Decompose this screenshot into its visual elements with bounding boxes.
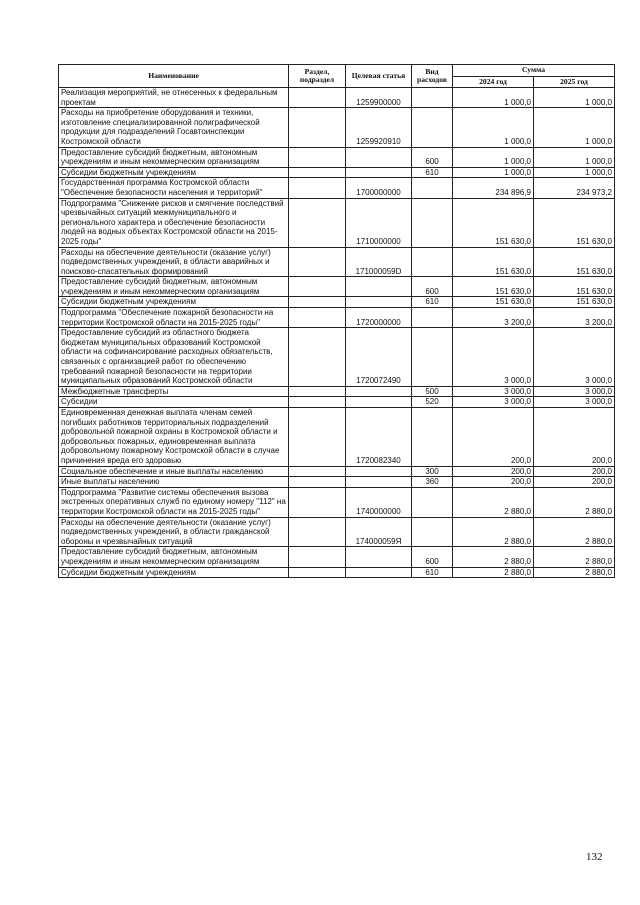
header-year-2024: 2024 год bbox=[453, 76, 534, 88]
row-name: Социальное обеспечение и иные выплаты населению bbox=[59, 466, 289, 477]
table-row bbox=[59, 386, 615, 397]
row-type: 600 bbox=[412, 277, 453, 297]
row-name: Субсидии бюджетным учреждениям bbox=[59, 567, 289, 578]
row-type bbox=[412, 88, 453, 108]
row-section bbox=[289, 198, 346, 247]
row-target bbox=[346, 477, 412, 488]
row-sum-2025: 200,0 bbox=[534, 466, 615, 477]
row-section bbox=[289, 247, 346, 277]
row-sum-2024: 151 630,0 bbox=[453, 297, 534, 308]
header-name: Наименование bbox=[59, 65, 289, 88]
row-sum-2024: 1 000,0 bbox=[453, 88, 534, 108]
row-sum-2025: 3 200,0 bbox=[534, 308, 615, 328]
row-type: 520 bbox=[412, 397, 453, 408]
row-sum-2025: 3 000,0 bbox=[534, 397, 615, 408]
row-sum-2025: 234 973,2 bbox=[534, 178, 615, 198]
row-section bbox=[289, 308, 346, 328]
table-row bbox=[59, 88, 615, 108]
row-type: 610 bbox=[412, 567, 453, 578]
row-name: Расходы на приобретение оборудования и техники, изготовление специализированной полиграфической продукции для подразделений Госавтоинспекции Костромской области bbox=[59, 108, 289, 147]
row-name: Предоставление субсидий бюджетным, автономным учреждениям и иным некоммерческим организациям bbox=[59, 277, 289, 297]
row-sum-2025: 151 630,0 bbox=[534, 247, 615, 277]
row-section bbox=[289, 167, 346, 178]
row-sum-2025: 151 630,0 bbox=[534, 297, 615, 308]
row-name: Субсидии bbox=[59, 397, 289, 408]
table-header bbox=[59, 65, 615, 88]
row-name: Межбюджетные трансферты bbox=[59, 386, 289, 397]
row-sum-2024: 3 000,0 bbox=[453, 328, 534, 387]
row-type bbox=[412, 517, 453, 547]
row-section bbox=[289, 277, 346, 297]
row-name: Подпрограмма "Развитие системы обеспечения вызова экстренных оперативных служб по единому номеру "112" на территории Костромской области на 2015-2025 годы" bbox=[59, 487, 289, 517]
row-target bbox=[346, 167, 412, 178]
row-target: 1259900000 bbox=[346, 88, 412, 108]
row-sum-2025: 200,0 bbox=[534, 408, 615, 467]
row-sum-2024: 200,0 bbox=[453, 477, 534, 488]
table-row bbox=[59, 408, 615, 467]
table-row bbox=[59, 466, 615, 477]
row-target bbox=[346, 277, 412, 297]
row-sum-2024: 151 630,0 bbox=[453, 277, 534, 297]
table-row bbox=[59, 297, 615, 308]
table-row bbox=[59, 108, 615, 147]
row-type: 360 bbox=[412, 477, 453, 488]
header-sum: Сумма bbox=[453, 65, 615, 77]
row-sum-2024: 3 000,0 bbox=[453, 397, 534, 408]
row-section bbox=[289, 88, 346, 108]
header-type: Вид расходов bbox=[412, 65, 453, 88]
table-body bbox=[59, 88, 615, 578]
row-target: 1720000000 bbox=[346, 308, 412, 328]
row-sum-2025: 2 880,0 bbox=[534, 547, 615, 567]
row-target bbox=[346, 386, 412, 397]
row-sum-2024: 1 000,0 bbox=[453, 108, 534, 147]
row-type: 610 bbox=[412, 297, 453, 308]
row-sum-2025: 151 630,0 bbox=[534, 198, 615, 247]
row-section bbox=[289, 108, 346, 147]
row-sum-2024: 200,0 bbox=[453, 466, 534, 477]
row-sum-2024: 2 880,0 bbox=[453, 567, 534, 578]
row-target bbox=[346, 397, 412, 408]
header-year-2025: 2025 год bbox=[534, 76, 615, 88]
row-sum-2024: 2 880,0 bbox=[453, 547, 534, 567]
row-sum-2025: 1 000,0 bbox=[534, 88, 615, 108]
row-sum-2025: 151 630,0 bbox=[534, 277, 615, 297]
row-sum-2024: 234 896,9 bbox=[453, 178, 534, 198]
row-name: Предоставление субсидий из областного бюджета бюджетам муниципальных образований Костромской области на софинансирование расходных обязательств, связанных с организацией работ по обеспечению требований пожарной безопасности на территории муниципальных образований Костромской области bbox=[59, 328, 289, 387]
row-section bbox=[289, 147, 346, 167]
row-sum-2025: 1 000,0 bbox=[534, 167, 615, 178]
row-target bbox=[346, 547, 412, 567]
row-name: Субсидии бюджетным учреждениям bbox=[59, 297, 289, 308]
row-type bbox=[412, 108, 453, 147]
table-row bbox=[59, 487, 615, 517]
row-target bbox=[346, 466, 412, 477]
row-target: 1740000000 bbox=[346, 487, 412, 517]
row-type bbox=[412, 308, 453, 328]
row-target bbox=[346, 567, 412, 578]
table-row bbox=[59, 277, 615, 297]
row-type: 600 bbox=[412, 547, 453, 567]
row-target: 174000059Я bbox=[346, 517, 412, 547]
row-section bbox=[289, 477, 346, 488]
row-type bbox=[412, 487, 453, 517]
row-target: 171000059D bbox=[346, 247, 412, 277]
row-section bbox=[289, 297, 346, 308]
row-section bbox=[289, 397, 346, 408]
row-section bbox=[289, 487, 346, 517]
row-sum-2025: 2 880,0 bbox=[534, 517, 615, 547]
row-target: 1720082340 bbox=[346, 408, 412, 467]
budget-table bbox=[58, 64, 615, 578]
table-row bbox=[59, 547, 615, 567]
row-target bbox=[346, 297, 412, 308]
row-section bbox=[289, 178, 346, 198]
row-name: Расходы на обеспечение деятельности (оказание услуг) подведомственных учреждений, в области аварийных и поисково-спасательных формирований bbox=[59, 247, 289, 277]
row-target: 1710000000 bbox=[346, 198, 412, 247]
row-type bbox=[412, 178, 453, 198]
row-section bbox=[289, 408, 346, 467]
row-sum-2025: 3 000,0 bbox=[534, 386, 615, 397]
table-row bbox=[59, 178, 615, 198]
row-name: Иные выплаты населению bbox=[59, 477, 289, 488]
row-type: 600 bbox=[412, 147, 453, 167]
row-name: Подпрограмма "Обеспечение пожарной безопасности на территории Костромской области на 2015-2025 годы" bbox=[59, 308, 289, 328]
row-sum-2025: 2 880,0 bbox=[534, 487, 615, 517]
row-sum-2025: 3 000,0 bbox=[534, 328, 615, 387]
table-row bbox=[59, 397, 615, 408]
row-sum-2024: 3 200,0 bbox=[453, 308, 534, 328]
row-target: 1720072490 bbox=[346, 328, 412, 387]
table-row bbox=[59, 147, 615, 167]
row-sum-2025: 200,0 bbox=[534, 477, 615, 488]
row-type: 300 bbox=[412, 466, 453, 477]
row-type bbox=[412, 198, 453, 247]
row-target: 1259920910 bbox=[346, 108, 412, 147]
row-section bbox=[289, 466, 346, 477]
row-sum-2024: 1 000,0 bbox=[453, 167, 534, 178]
row-section bbox=[289, 328, 346, 387]
row-name: Предоставление субсидий бюджетным, автономным учреждениям и иным некоммерческим организациям bbox=[59, 147, 289, 167]
table-row bbox=[59, 247, 615, 277]
table-row bbox=[59, 198, 615, 247]
row-name: Единовременная денежная выплата членам семей погибших работников территориальных подразделений добровольной пожарной охраны в Костромской области и добровольных пожарных, единовременная выплата добровольному пожарному Костромской области в случае причинения вреда его здоровью bbox=[59, 408, 289, 467]
row-section bbox=[289, 547, 346, 567]
table-row bbox=[59, 308, 615, 328]
row-sum-2025: 1 000,0 bbox=[534, 147, 615, 167]
row-name: Подпрограмма "Снижение рисков и смягчение последствий чрезвычайных ситуаций межмуниципального и регионального характера и обеспечение безопасности людей на водных объектах Костромской области на 2015-2025 годы" bbox=[59, 198, 289, 247]
table-row bbox=[59, 167, 615, 178]
row-section bbox=[289, 517, 346, 547]
row-sum-2024: 2 880,0 bbox=[453, 487, 534, 517]
header-target: Целевая статья bbox=[346, 65, 412, 88]
row-sum-2024: 151 630,0 bbox=[453, 198, 534, 247]
table-row bbox=[59, 477, 615, 488]
row-sum-2024: 1 000,0 bbox=[453, 147, 534, 167]
header-section: Раздел, подраздел bbox=[289, 65, 346, 88]
row-name: Субсидии бюджетным учреждениям bbox=[59, 167, 289, 178]
row-type: 500 bbox=[412, 386, 453, 397]
row-sum-2025: 2 880,0 bbox=[534, 567, 615, 578]
row-sum-2024: 200,0 bbox=[453, 408, 534, 467]
row-name: Расходы на обеспечение деятельности (оказание услуг) подведомственных учреждений, в области гражданской обороны и чрезвычайных ситуаций bbox=[59, 517, 289, 547]
row-sum-2025: 1 000,0 bbox=[534, 108, 615, 147]
row-sum-2024: 3 000,0 bbox=[453, 386, 534, 397]
row-name: Реализация мероприятий, не отнесенных к федеральным проектам bbox=[59, 88, 289, 108]
row-type bbox=[412, 408, 453, 467]
table-row bbox=[59, 567, 615, 578]
row-name: Государственная программа Костромской области "Обеспечение безопасности населения и территорий" bbox=[59, 178, 289, 198]
row-type bbox=[412, 328, 453, 387]
row-target: 1700000000 bbox=[346, 178, 412, 198]
table-row bbox=[59, 517, 615, 547]
row-sum-2024: 2 880,0 bbox=[453, 517, 534, 547]
table-row bbox=[59, 328, 615, 387]
row-section bbox=[289, 386, 346, 397]
row-sum-2024: 151 630,0 bbox=[453, 247, 534, 277]
row-section bbox=[289, 567, 346, 578]
page-number: 132 bbox=[586, 851, 603, 863]
row-type bbox=[412, 247, 453, 277]
row-type: 610 bbox=[412, 167, 453, 178]
row-name: Предоставление субсидий бюджетным, автономным учреждениям и иным некоммерческим организациям bbox=[59, 547, 289, 567]
row-target bbox=[346, 147, 412, 167]
